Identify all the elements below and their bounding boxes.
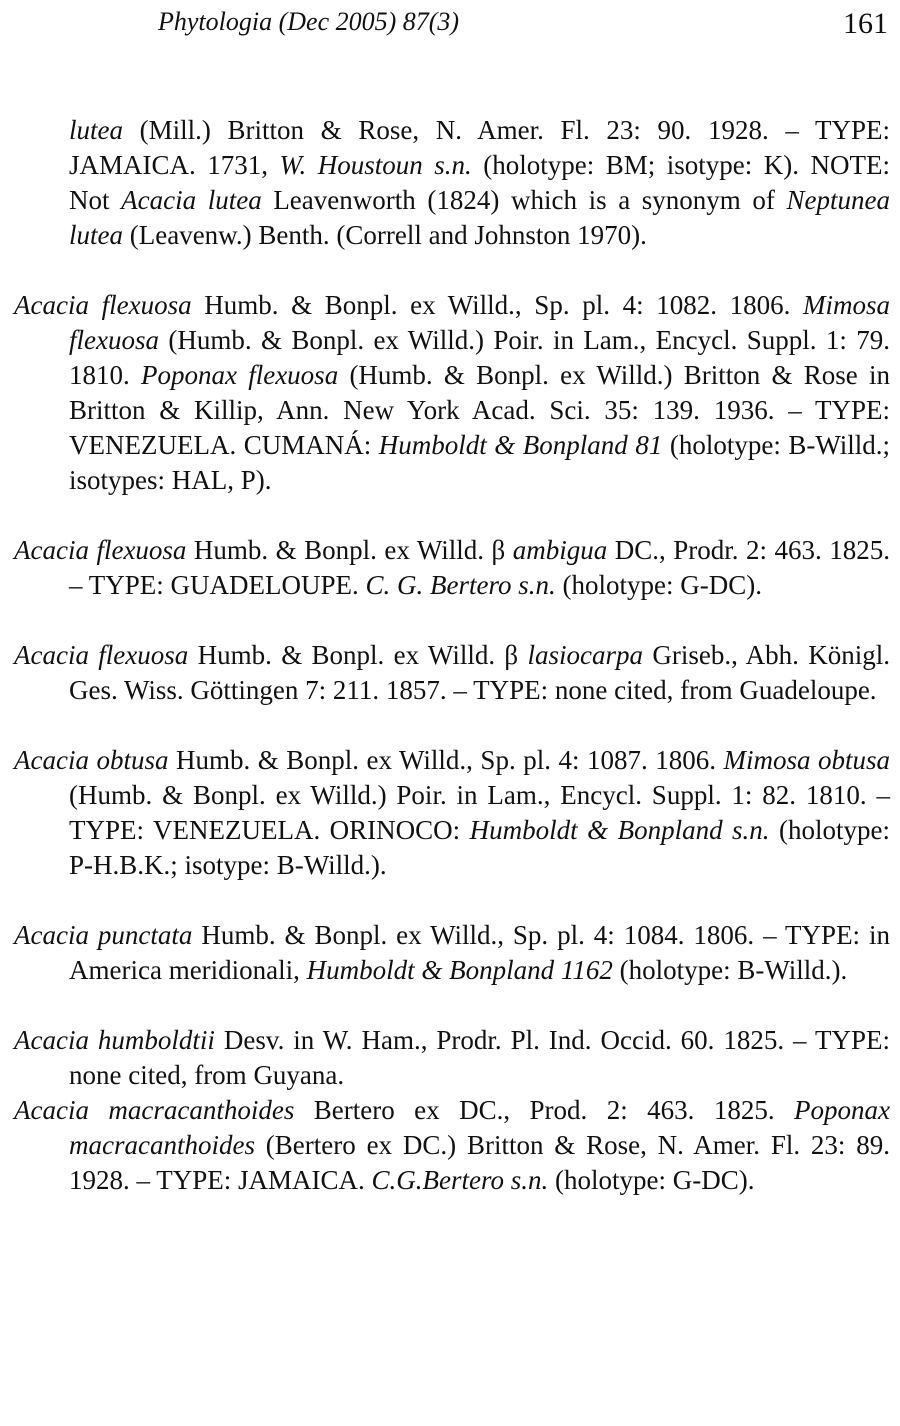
italic-name: Humboldt & Bonpland s.n. (469, 815, 770, 845)
entry-text: Leavenworth (1824) which is a synonym of (261, 185, 787, 215)
entry-acacia-flexuosa-lasiocarpa (14, 638, 890, 708)
entry-text: (Humb. & Bonpl. ex Willd.) Britton & Rose in Britton & Killip, Ann. New York Acad. Sci. 35: 139. 1936. – TYPE: VENEZUELA. CUMANÁ: (69, 360, 891, 460)
italic-name: Acacia flexuosa (14, 535, 187, 565)
italic-name: Mimosa obtusa (723, 745, 890, 775)
entry-text: Desv. in W. Ham., Prodr. Pl. Ind. Occid. 60. 1825. – TYPE: none cited, from Guyana. (69, 1025, 890, 1090)
italic-name: Acacia obtusa (14, 745, 169, 775)
entry-text: (Mill.) Britton & Rose, N. Amer. Fl. 23: 90. 1928. – TYPE: JAMAICA. 1731, (69, 115, 890, 180)
italic-name: Acacia flexuosa (14, 290, 192, 320)
entry-acacia-flexuosa (14, 288, 890, 498)
entry-text: (Humb. & Bonpl. ex Willd.) Poir. in Lam., Encycl. Suppl. 1: 79. 1810. (69, 325, 890, 390)
italic-name: Poponax macracanthoides (69, 1095, 890, 1160)
entry-text: Humb. & Bonpl. ex Willd., Sp. pl. 4: 1082. 1806. (191, 290, 803, 320)
entry-text: Humb. & Bonpl. ex Willd. β (188, 640, 528, 670)
entry-text: Humb. & Bonpl. ex Willd., Sp. pl. 4: 1084. 1806. – TYPE: in America meridionali, (69, 920, 890, 985)
entry-acacia-punctata (14, 918, 890, 988)
entry-text: (holotype: BM; isotype: K). NOTE: Not (69, 150, 891, 215)
italic-name: Acacia flexuosa (14, 640, 189, 670)
italic-name: Poponax flexuosa (141, 360, 339, 390)
italic-name: ambigua (512, 535, 608, 565)
italic-name: Mimosa flexuosa (69, 290, 890, 355)
page-content (14, 113, 890, 1233)
entry-lutea-continuation (14, 113, 890, 253)
entry-text: Griseb., Abh. Königl. Ges. Wiss. Göttingen 7: 211. 1857. – TYPE: none cited, from Guadeloupe. (69, 640, 890, 705)
entry-text: (holotype: G-DC). (555, 570, 762, 600)
italic-name: C. G. Bertero s.n. (365, 570, 556, 600)
entry-acacia-flexuosa-ambigua (14, 533, 890, 603)
italic-name: lutea (69, 115, 123, 145)
italic-name: Neptunea lutea (69, 185, 891, 250)
page-number: 161 (843, 7, 888, 40)
italic-name: Humboldt & Bonpland 81 (378, 430, 663, 460)
entry-text: Humb. & Bonpl. ex Willd., Sp. pl. 4: 1087. 1806. (168, 745, 724, 775)
entry-text: Humb. & Bonpl. ex Willd. β (186, 535, 513, 565)
entry-text: (Leavenw.) Benth. (Correll and Johnston 1970). (123, 220, 647, 250)
entry-text: (Bertero ex DC.) Britton & Rose, N. Amer. Fl. 23: 89. 1928. – TYPE: JAMAICA. (69, 1130, 890, 1195)
entry-acacia-macracanthoides (14, 1093, 890, 1198)
italic-name: C.G.Bertero s.n. (371, 1165, 549, 1195)
entry-text: (Humb. & Bonpl. ex Willd.) Poir. in Lam., Encycl. Suppl. 1: 82. 1810. – TYPE: VENEZUELA. ORINOCO: (69, 780, 890, 845)
entry-text: (holotype: B-Willd.). (612, 955, 848, 985)
entry-text: (holotype: B-Willd.; isotypes: HAL, P). (69, 430, 891, 495)
entry-acacia-humboldtii (14, 1023, 890, 1093)
italic-name: Acacia lutea (121, 185, 262, 215)
entry-acacia-obtusa (14, 743, 890, 883)
italic-name: lasiocarpa (527, 640, 644, 670)
entry-text: Bertero ex DC., Prod. 2: 463. 1825. (294, 1095, 795, 1125)
entry-text: DC., Prodr. 2: 463. 1825. – TYPE: GUADELOUPE. (69, 535, 890, 600)
italic-name: Acacia humboldtii (14, 1025, 215, 1055)
entry-text: (holotype: P-H.B.K.; isotype: B-Willd.). (69, 815, 890, 880)
italic-name: Acacia punctata (14, 920, 193, 950)
italic-name: Acacia macracanthoides (14, 1095, 295, 1125)
italic-name: Humboldt & Bonpland 1162 (306, 955, 613, 985)
running-head: Phytologia (Dec 2005) 87(3) (158, 7, 460, 36)
entry-text: (holotype: G-DC). (548, 1165, 755, 1195)
italic-name: W. Houstoun s.n. (279, 150, 472, 180)
page-header (0, 4, 900, 44)
